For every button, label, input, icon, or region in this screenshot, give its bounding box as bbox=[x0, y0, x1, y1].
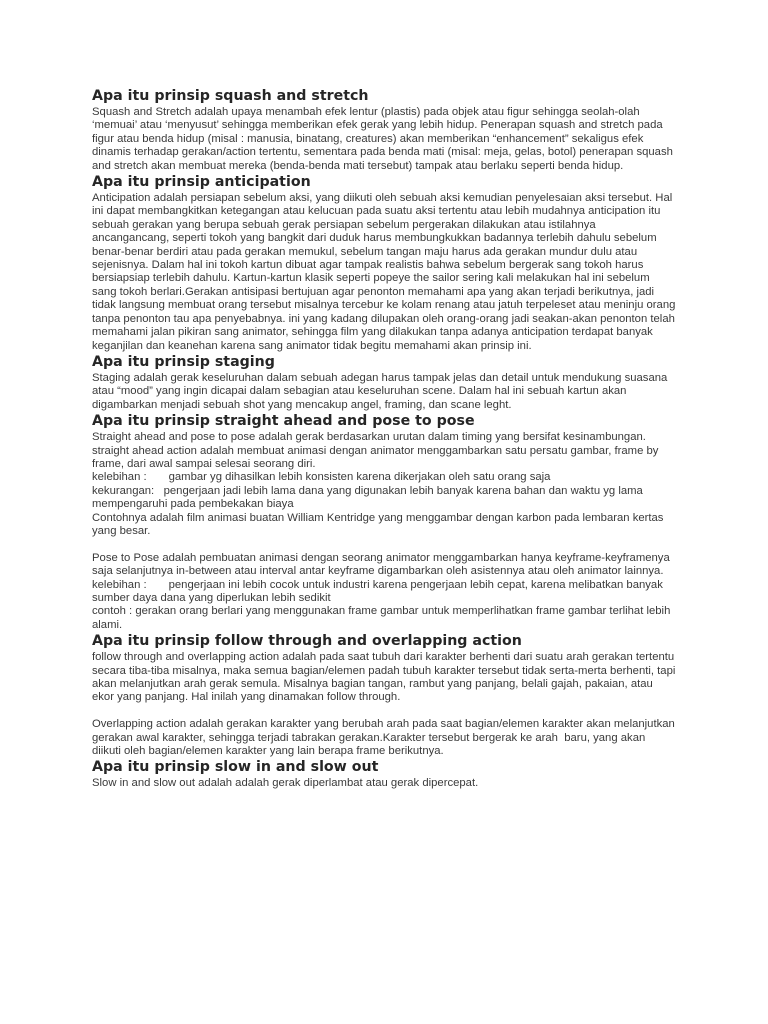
section-paragraph: Overlapping action adalah gerakan karakter yang berubah arah pada saat bagian/elemen karakter akan melanjutkan gerakan awal karakter, sehingga terjadi tabrakan gerakan.Karakter tersebut bergerak ke arah baru, yang akan diikuti oleh bagian/elemen karakter yang lain berapa frame berikutnya. bbox=[92, 718, 678, 758]
section-heading: Apa itu prinsip straight ahead and pose to pose bbox=[92, 413, 475, 430]
section-heading: Apa itu prinsip slow in and slow out bbox=[92, 759, 379, 776]
section-paragraph: follow through and overlapping action adalah pada saat tubuh dari karakter berhenti dari suatu arah gerakan tertentu secara tiba-tiba misalnya, maka semua bagian/elemen padah tubuh karakter tersebut tidak serta-merta berhenti, tapi akan melanjutkan arah gerak semula. Misalnya bagian tangan, rambut yang panjang, belali gajah, pakaian, atau ekor yang panjang. Hal inilah yang dinamakan follow through. bbox=[92, 651, 679, 704]
section-paragraph: straight ahead action adalah membuat animasi dengan animator menggambarkan satu persatu gambar, frame by frame, dari awal sampai selesai seorang diri. bbox=[92, 444, 662, 470]
paragraph-spacer bbox=[92, 705, 676, 718]
paragraph-spacer bbox=[92, 538, 676, 551]
section-paragraph: Contohnya adalah film animasi buatan William Kentridge yang menggambar dengan karbon pada lembaran kertas yang besar. bbox=[92, 511, 667, 537]
section-paragraph: kelebihan : pengerjaan ini lebih cocok untuk industri karena pengerjaan lebih cepat, karena melibatkan banyak sumber daya dana yang diperlukan lebih sedikit bbox=[92, 578, 667, 604]
section-follow-through-overlapping bbox=[92, 632, 679, 758]
section-heading: Apa itu prinsip anticipation bbox=[92, 174, 311, 191]
section-heading: Apa itu prinsip squash and stretch bbox=[92, 88, 369, 104]
section-heading: Apa itu prinsip staging bbox=[92, 353, 275, 370]
section-anticipation bbox=[92, 173, 679, 353]
section-paragraph: kelebihan : gambar yg dihasilkan lebih konsisten karena dikerjakan oleh satu orang saja bbox=[92, 471, 551, 484]
section-staging bbox=[92, 353, 676, 412]
section-paragraph: Staging adalah gerak keseluruhan dalam sebuah adegan harus tampak jelas dan detail untuk mendukung suasana atau “mood” yang ingin dicapai dalam sebagian atau keseluruhan scene. Dalam hal ini sebuah kartun akan digambarkan menjadi sebuah shot yang mencakup angel, framing, dan scane leght. bbox=[92, 371, 671, 411]
section-paragraph: contoh : gerakan orang berlari yang menggunakan frame gambar untuk memperlihatkan frame gambar terlihat lebih alami. bbox=[92, 605, 674, 631]
section-paragraph: kekurangan: pengerjaan jadi lebih lama dana yang digunakan lebih banyak karena bahan dan waktu yg lama mempengaruhi pada pembekakan biaya bbox=[92, 484, 646, 511]
section-paragraph: Straight ahead and pose to pose adalah gerak berdasarkan urutan dalam timing yang bersifat kesinambungan. bbox=[92, 431, 646, 444]
section-slow-in-slow-out bbox=[92, 758, 676, 790]
section-paragraph: Squash and Stretch adalah upaya menambah efek lentur (plastis) pada objek atau figur sehingga seolah-olah ‘memuai’ atau ‘menyusut’ sehingga memberikan efek gerak yang lebih hidup. Penerapan squash and stretch pada figur atau benda hidup (misal : manusia, binatang, creatures) akan memberikan “enhancement” sekaligus efek dinamis terhadap gerakan/action tertentu, sementara pada benda mati (misal: meja, gelas, botol) penerapan squash and stretch akan membuat mereka (benda-benda mati tersebut) tampak atau berlaku seperti benda hidup. bbox=[92, 106, 677, 172]
section-paragraph: Pose to Pose adalah pembuatan animasi dengan seorang animator menggambarkan hanya keyframe-keyframenya saja selanjutnya in-between atau interval antar keyframe digambarkan oleh asistennya atau oleh animator lainnya. bbox=[92, 551, 673, 578]
section-heading: Apa itu prinsip follow through and overlapping action bbox=[92, 633, 522, 650]
section-paragraph: Slow in and slow out adalah adalah gerak diperlambat atau gerak dipercepat. bbox=[92, 777, 479, 790]
section-squash-and-stretch bbox=[92, 87, 676, 173]
section-straight-ahead-pose-to-pose bbox=[92, 412, 676, 632]
section-paragraph: Anticipation adalah persiapan sebelum aksi, yang diikuti oleh sebuah aksi kemudian penyelesaian aksi tersebut. Hal ini dapat membangkitkan ketegangan atau kelucuan pada suatu aksi tertentu atau lebih mudahnya anticipation itu sebuah gerakan yang berupa sebuah gerak persiapan sebelum pergerakan dilakukan atau istilahnya ancangancang, seperti tokoh yang bangkit dari duduk harus membungkukkan badannya terlebih dahulu sebelum benar-benar berdiri atau pada gerakan memukul, sebelum tangan maju harus ada gerakan mundur dulu atau sejenisnya. Dalam hal ini tokoh kartun dibuat agar tampak realistis bahwa sebelum bergerak sang tokoh harus bersiapsiap terlebih dahulu. Kartun-kartun klasik seperti popeye the sailor sering kali melakukan hal ini sebelum sang tokoh berlari.Gerakan antisipasi bertujuan agar penonton memahami apa yang akan terjadi berikutnya, jadi tidak langsung membuat orang tersebut misalnya tercebur ke kolam renang atau jatuh terpeleset atau meninju orang tanpa penonton tau apa penyebabnya. ini yang kadang dilupakan oleh orang-orang jadi seakan-akan penonton telah memahami jalan pikiran sang animator, sehingga film yang dilakukan tanpa adanya anticipation terdapat banyak keganjilan dan keanehan karena sang animator tidak begitu memahami akan prinsip ini. bbox=[92, 192, 679, 352]
document-body bbox=[92, 87, 679, 791]
